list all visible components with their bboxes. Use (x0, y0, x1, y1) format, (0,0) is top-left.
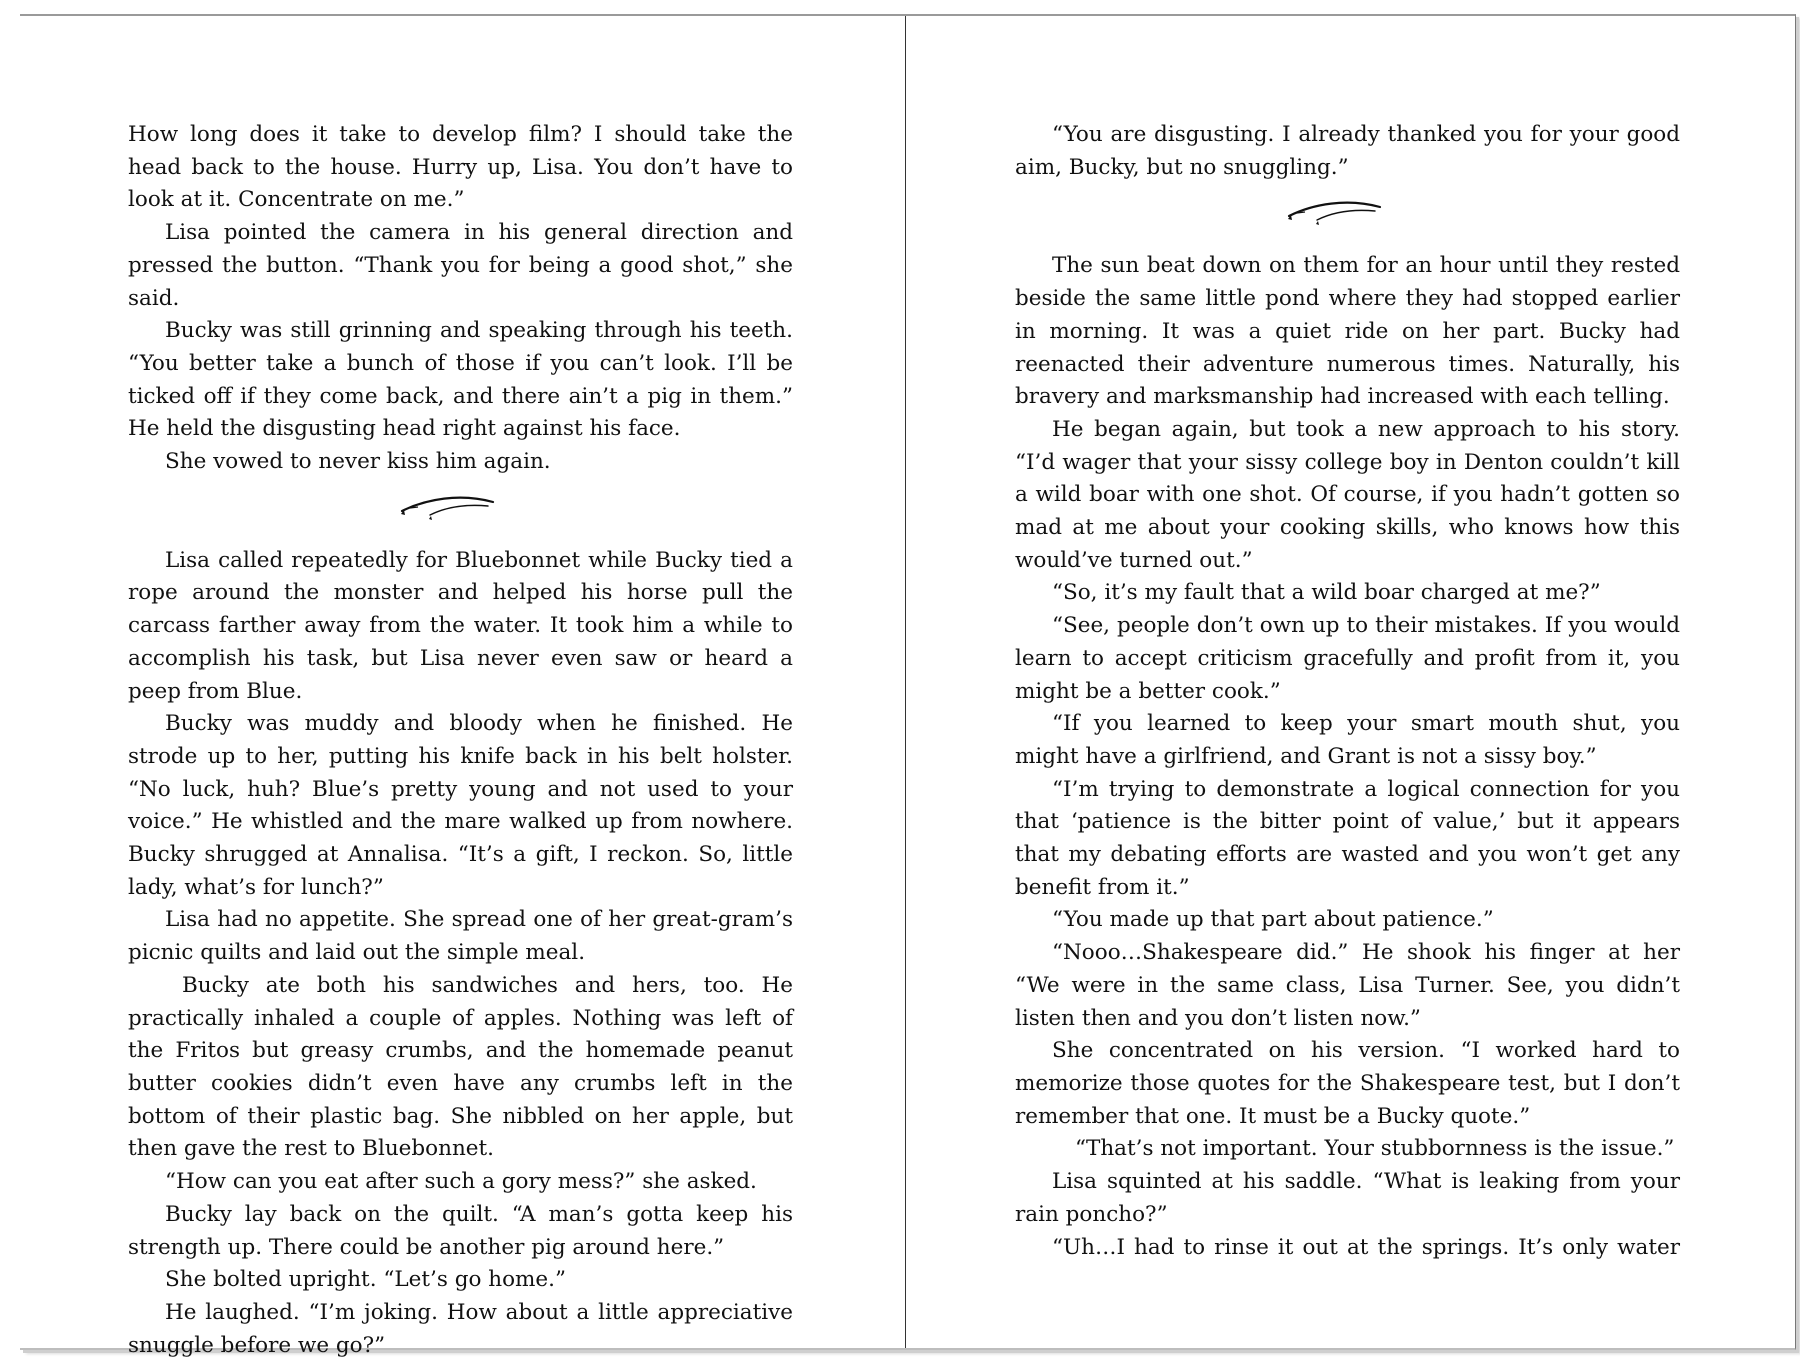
paragraph: “You are disgusting. I already thanked you for your good aim, Bucky, but no snuggling.” (1015, 122, 1680, 180)
scene-break-ornament (1015, 184, 1680, 250)
left-page-text (128, 119, 793, 1362)
paragraph: Lisa squinted at his saddle. “What is leaking from your rain poncho?” (1015, 1169, 1680, 1227)
paragraph: “Uh…I had to rinse it out at the springs. It’s only water (1052, 1234, 1680, 1260)
paragraph: Bucky was muddy and bloody when he finished. He strode up to her, putting his knife back in his belt holster. “No luck, huh? Blue’s pretty young and not used to your voice.” He whistled and the mare walked up from nowhere. Bucky shrugged at Annalisa. “It’s a gift, I reckon. So, little lady, what’s for lunch?” (128, 711, 793, 900)
paragraph: “You made up that part about patience.” (1052, 907, 1494, 933)
right-page (906, 16, 1795, 1348)
paragraph: “How can you eat after such a gory mess?” she asked. (165, 1169, 757, 1195)
paragraph: How long does it take to develop film? I should take the head back to the house. Hurry up, Lisa. You don’t have to look at it. Concentrate on me.” (128, 122, 793, 213)
paragraph: “Nooo…Shakespeare did.” He shook his finger at her “We were in the same class, Lisa Turner. See, you didn’t listen then and you don’t listen now.” (1015, 940, 1680, 1031)
paragraph: Lisa called repeatedly for Bluebonnet while Bucky tied a rope around the monster and helped his horse pull the carcass farther away from the water. It took him a while to accomplish his task, but Lisa never even saw or heard a peep from Blue. (128, 547, 793, 704)
paragraph: He laughed. “I’m joking. How about a little appreciative snuggle before we go?” (128, 1299, 793, 1358)
right-page-text (1015, 119, 1680, 1264)
paragraph: Bucky lay back on the quilt. “A man’s gotta keep his strength up. There could be another pig around here.” (128, 1201, 793, 1260)
paragraph: She vowed to never kiss him again. (165, 449, 551, 475)
shooting-star-icon (1283, 198, 1387, 232)
paragraph: Lisa pointed the camera in his general direction and pressed the button. “Thank you for being a good shot,” she said. (128, 220, 793, 311)
paragraph: She bolted upright. “Let’s go home.” (165, 1267, 566, 1293)
paragraph: “So, it’s my fault that a wild boar charged at me?” (1052, 580, 1601, 606)
paragraph: “I’m trying to demonstrate a logical connection for you that ‘patience is the bitter point of value,’ but it appears that my debating efforts are wasted and you won’t get any benefit from it.” (1015, 776, 1680, 900)
paragraph: The sun beat down on them for an hour until they rested beside the same little pond where they had stopped earlier in morning. It was a quiet ride on her part. Bucky had reenacted their adventure numerous times. Naturally, his bravery and marksmanship had increased with each telling. (1015, 253, 1680, 410)
book-spread (20, 14, 1796, 1358)
scene-break-ornament (128, 479, 793, 545)
left-page (20, 16, 905, 1358)
paragraph: “That’s not important. Your stubbornness is the issue.” (1075, 1136, 1675, 1162)
shooting-star-icon (396, 493, 500, 527)
paragraph: Bucky ate both his sandwiches and hers, too. He practically inhaled a couple of apples. Nothing was left of the Fritos but greasy crumbs, and the homemade peanut butter cookies didn’t even have any crumbs left in the bottom of their plastic bag. She nibbled on her apple, but then gave the rest to Bluebonnet. (128, 972, 793, 1162)
paragraph: “If you learned to keep your smart mouth shut, you might have a girlfriend, and Grant is not a sissy boy.” (1015, 711, 1680, 769)
paragraph: Lisa had no appetite. She spread one of her great-gram’s picnic quilts and laid out the simple meal. (128, 907, 793, 966)
paragraph: He began again, but took a new approach to his story. “I’d wager that your sissy college boy in Denton couldn’t kill a wild boar with one shot. Of course, if you hadn’t gotten so mad at me about your cooking skills, who knows how this would’ve turned out.” (1015, 416, 1680, 573)
paragraph: Bucky was still grinning and speaking through his teeth. “You better take a bunch of those if you can’t look. I’ll be ticked off if they come back, and there ain’t a pig in them.” He held the disgusting head right against his face. (128, 318, 793, 442)
paragraph: “See, people don’t own up to their mistakes. If you would learn to accept criticism gracefully and profit from it, you might be a better cook.” (1015, 613, 1680, 704)
paragraph: She concentrated on his version. “I worked hard to memorize those quotes for the Shakespeare test, but I don’t remember that one. It must be a Bucky quote.” (1015, 1038, 1680, 1129)
